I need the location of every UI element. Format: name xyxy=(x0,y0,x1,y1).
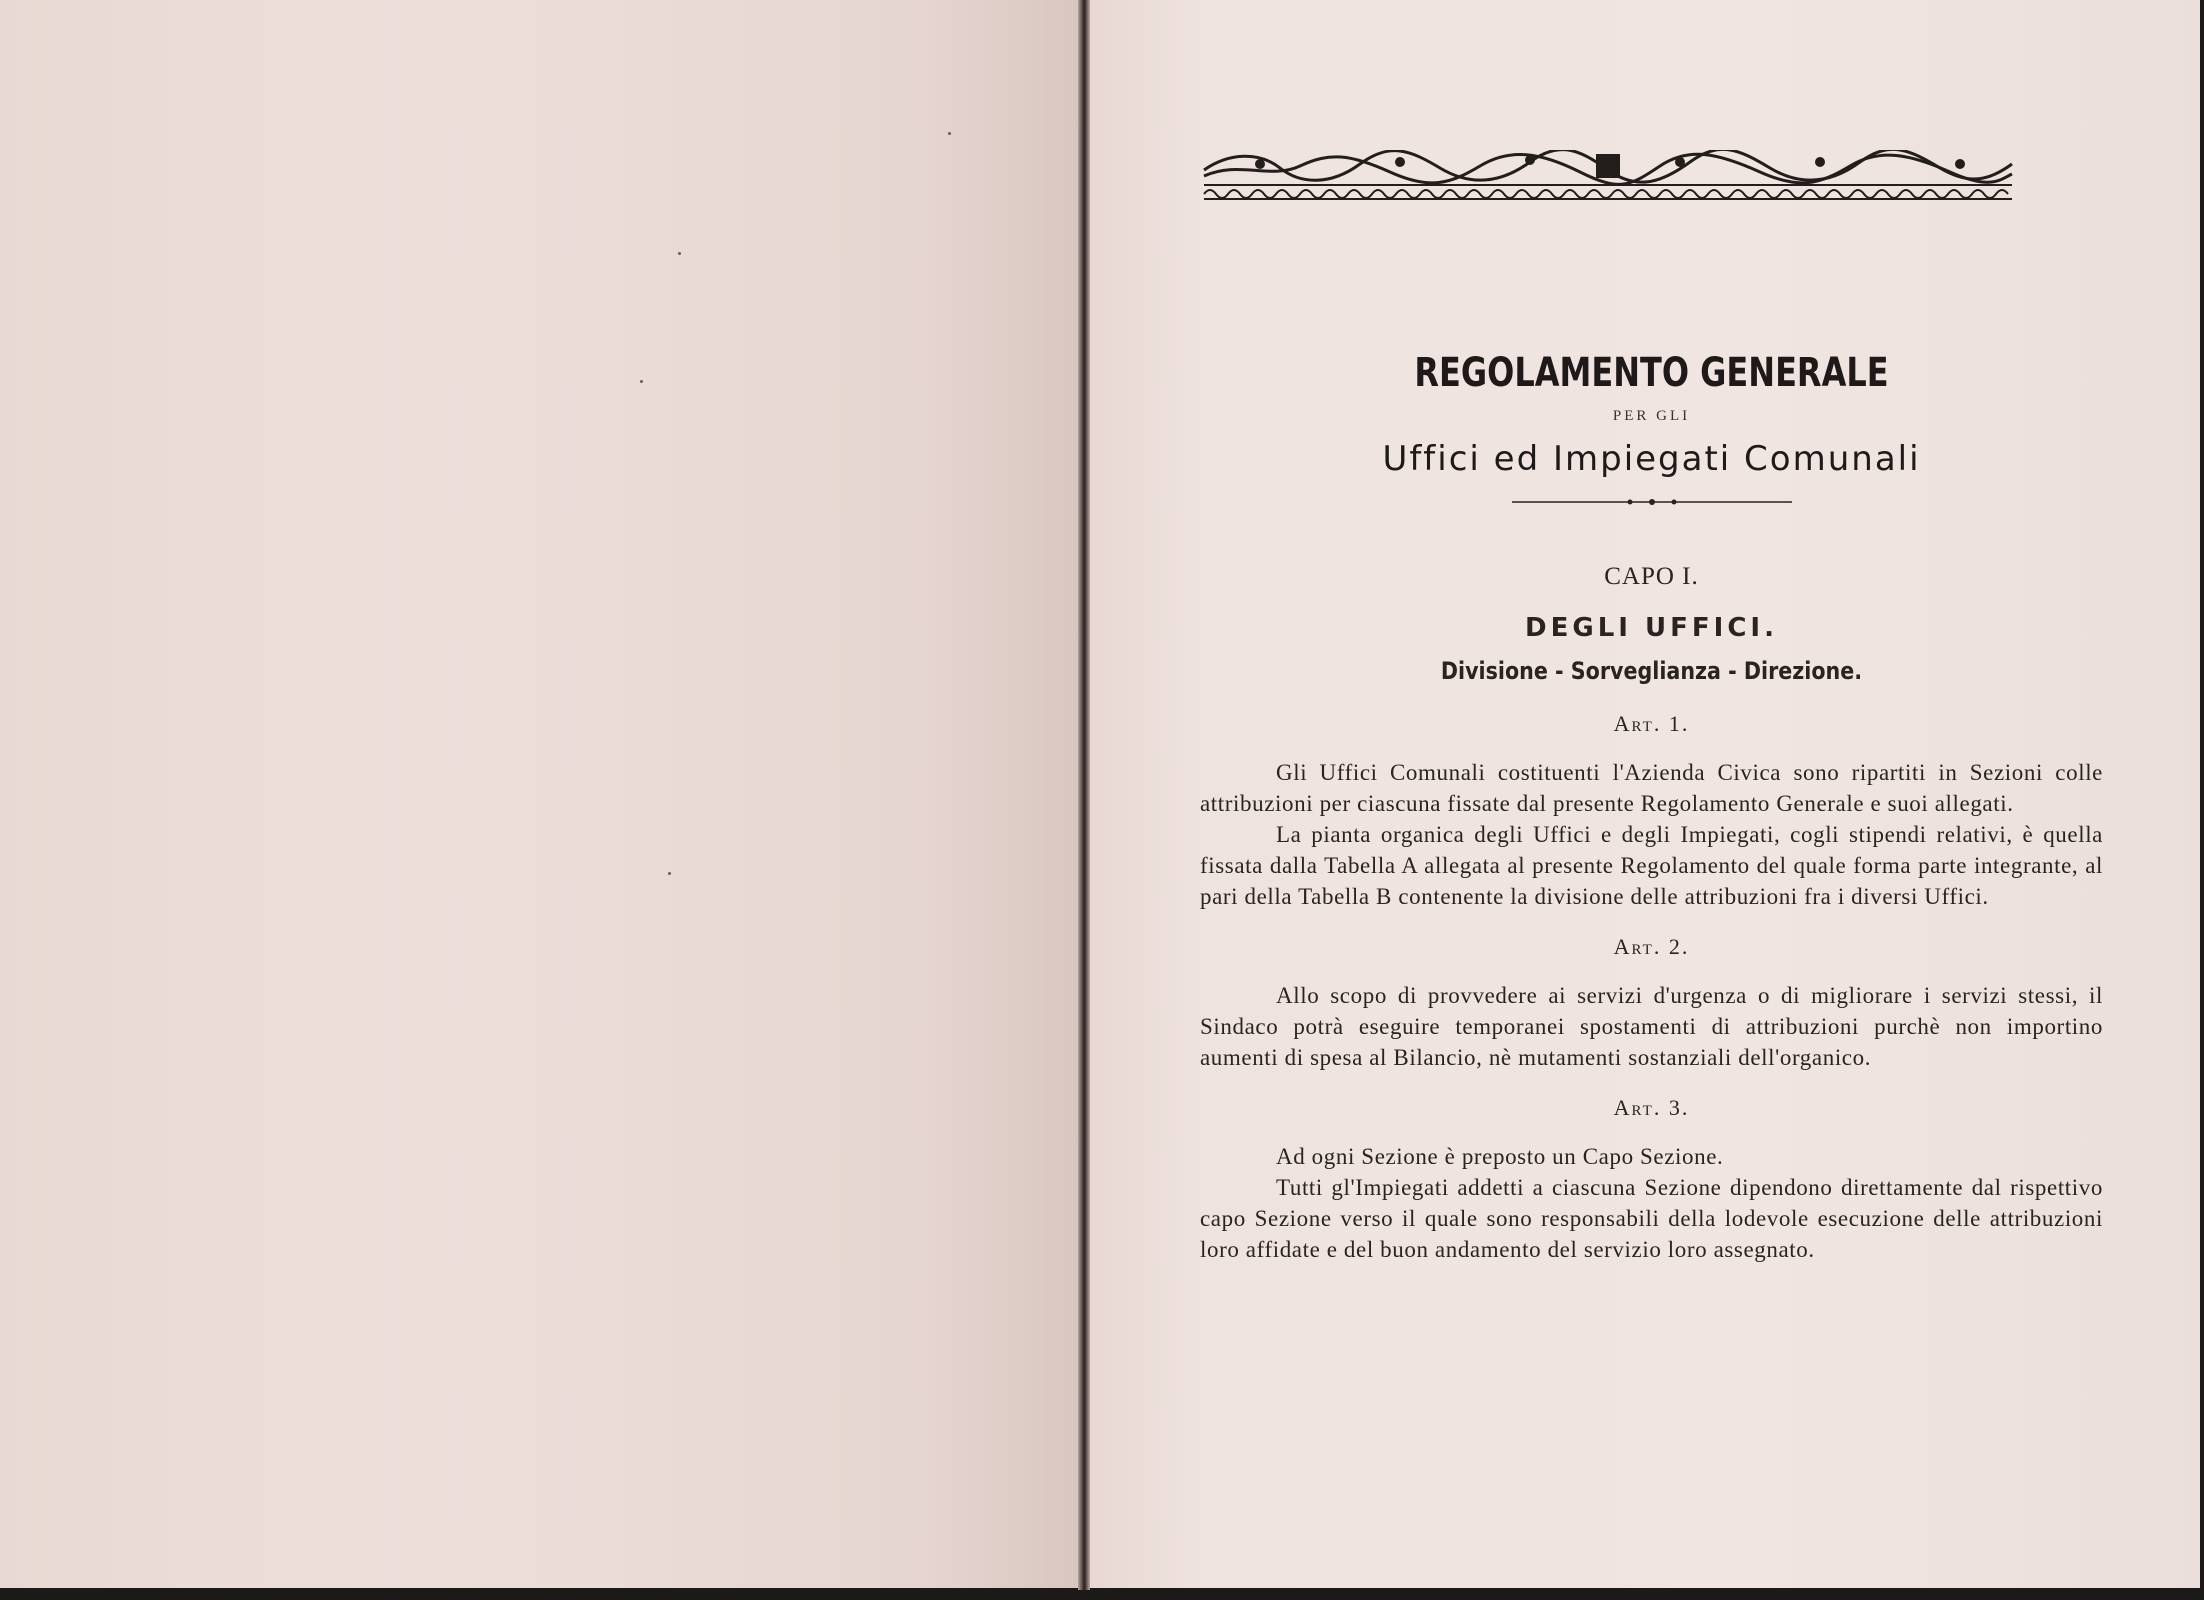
article-heading: Art. 3. xyxy=(1613,1095,1690,1120)
decorative-rule-icon xyxy=(1512,497,1792,507)
paper-speck xyxy=(678,252,681,255)
right-page xyxy=(1090,0,2200,1588)
page-content xyxy=(1200,150,2103,1265)
decorative-header-ornament-icon xyxy=(1200,150,2016,200)
paper-speck xyxy=(948,132,951,135)
article-paragraph: Gli Uffici Comunali costituenti l'Azienda Civica sono ripartiti in Sezioni colle attribuzioni per ciascuna fissate dal presente Regolamento Generale e suoi allegati. xyxy=(1200,760,2103,816)
chapter-label: CAPO I. xyxy=(1604,563,1699,590)
left-page-blank xyxy=(0,0,1078,1588)
article-paragraph: La pianta organica degli Uffici e degli Impiegati, cogli stipendi relativi, è quella fissata dalla Tabella A allegata al presente Regolamento del quale forma parte integrante, al pari della Tabella B contenente la divisione delle attribuzioni fra i diversi Uffici. xyxy=(1200,822,2103,909)
article-paragraph: Tutti gl'Impiegati addetti a ciascuna Sezione dipendono direttamente dal rispettivo capo Sezione verso il quale sono responsabili della lodevole esecuzione delle attribuzioni loro affidate e del buon andamento del servizio loro assegnato. xyxy=(1200,1175,2103,1262)
article-2 xyxy=(1200,934,2103,1073)
paper-speck xyxy=(668,872,671,875)
chapter-subtitle: Divisione - Sorveglianza - Direzione. xyxy=(1440,657,1863,685)
book-gutter xyxy=(1078,0,1090,1590)
document-title: REGOLAMENTO GENERALE xyxy=(1414,350,1889,396)
article-1 xyxy=(1200,711,2103,912)
article-3 xyxy=(1200,1095,2103,1265)
paper-speck xyxy=(640,380,643,383)
article-heading: Art. 2. xyxy=(1613,934,1690,959)
article-heading: Art. 1. xyxy=(1613,711,1690,736)
article-paragraph: Allo scopo di provvedere ai servizi d'urgenza o di migliorare i servizi stessi, il Sindaco potrà eseguire temporanei spostamenti di attribuzioni purchè non importino aumenti di spesa al Bilancio, nè mutamenti sostanziali dell'organico. xyxy=(1200,983,2103,1070)
article-paragraph: Ad ogni Sezione è preposto un Capo Sezione. xyxy=(1276,1144,1724,1169)
chapter-title: DEGLI UFFICI. xyxy=(1525,613,1778,643)
document-subtitle: Uffici ed Impiegati Comunali xyxy=(1382,439,1921,479)
title-connector: PER GLI xyxy=(1612,408,1691,424)
